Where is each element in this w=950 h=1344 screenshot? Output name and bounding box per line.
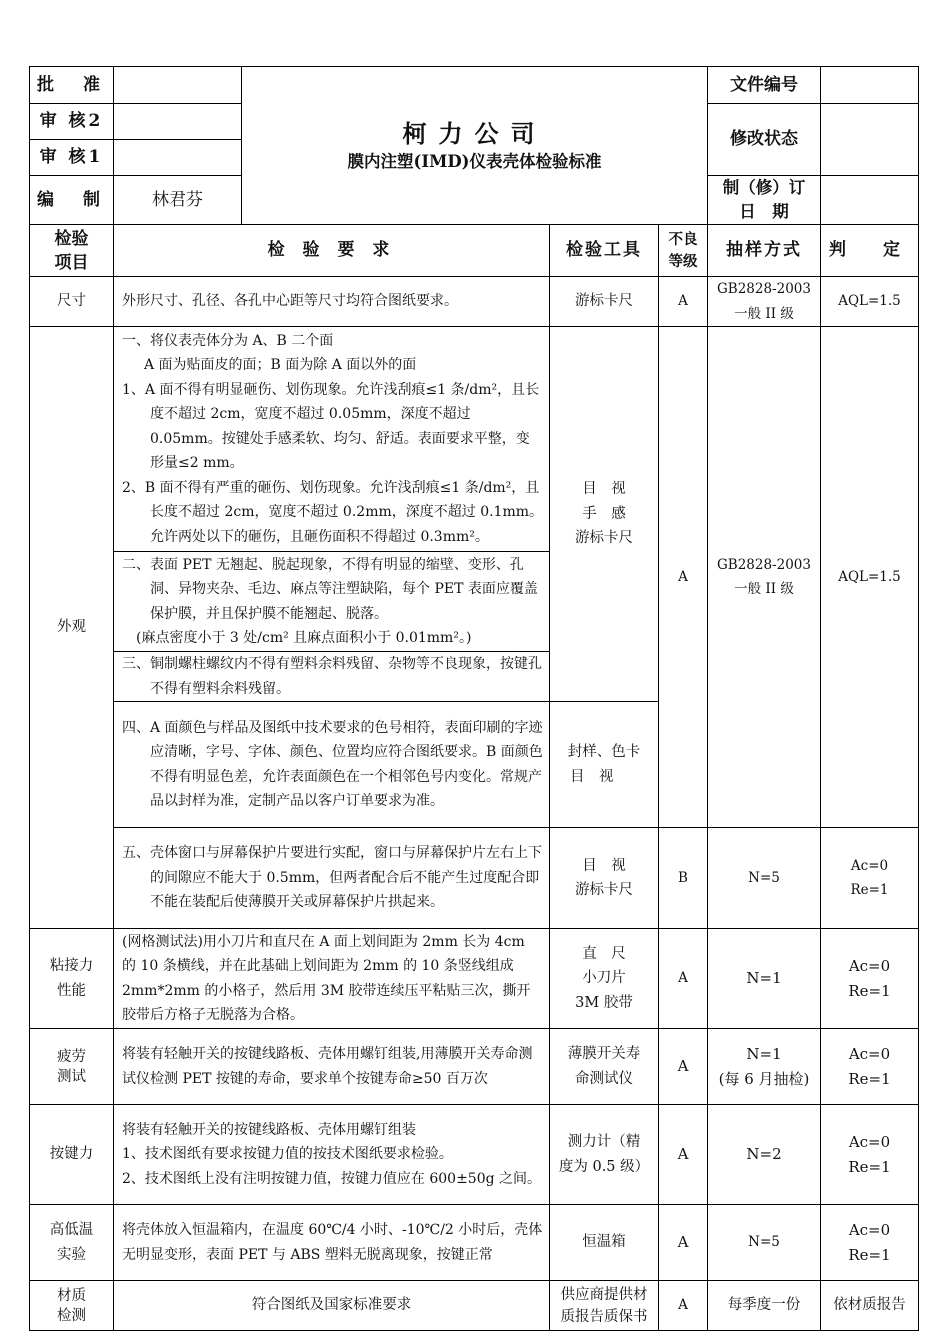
temp-item (30, 1205, 114, 1281)
keyforce-sampling: N=2 (708, 1105, 821, 1205)
appearance-sampling-2: 一般 II 级 (734, 581, 794, 597)
appearance-judge-c (821, 828, 919, 929)
col-sampling-header: 抽样方式 (708, 225, 821, 277)
appearance-tool-c (550, 828, 659, 929)
appearance-req-4-line: 四、A 面颜色与样品及图纸中技术要求的色号相符，表面印刷的字迹应清晰，字号、字体、颜色、位置均应符合图纸要求。B 面颜色不得有明显色差，允许表面颜色在一个相邻色号内变化。常规产品以封样为准，定制产品以客户订单要求为准。 (122, 719, 543, 809)
material-tool-2: 质报告质保书 (560, 1308, 648, 1325)
document-title: 膜内注塑(IMD)仪表壳体检验标准 (347, 151, 602, 171)
material-requirement: 符合图纸及国家标准要求 (114, 1281, 550, 1331)
appearance-req-4 (114, 702, 550, 828)
approve-value (114, 67, 242, 104)
appearance-judge-c-1: Ac=0 (850, 857, 889, 874)
document-title-block (242, 67, 708, 225)
fatigue-sampling-2: (每 6 月抽检) (718, 1069, 810, 1088)
appearance-tool-a-2: 手 感 (582, 505, 626, 522)
size-grade: A (659, 277, 708, 327)
fatigue-item-1: 疲劳 (57, 1048, 86, 1065)
keyforce-req-line: 1、技术图纸有要求按键力值的按技术图纸要求检验。 (122, 1146, 453, 1163)
appearance-judge-c-2: Re=1 (850, 882, 889, 898)
appearance-tool-c-2: 游标卡尺 (575, 882, 633, 898)
size-requirement: 外形尺寸、孔径、各孔中心距等尺寸均符合图纸要求。 (114, 277, 550, 327)
appearance-tool-b-1: 封样、色卡 (567, 744, 641, 760)
revision-status-value (821, 104, 919, 176)
fatigue-judge-1: Ac=0 (848, 1045, 891, 1063)
fatigue-grade: A (659, 1029, 708, 1105)
temp-requirement: 将壳体放入恒温箱内，在温度 60℃/4 小时、-10℃/2 小时后，壳体无明显变形，表面 PET 与 ABS 塑料无脱离现象，按键正常 (114, 1205, 550, 1281)
adhesion-tool-2: 小刀片 (582, 970, 626, 987)
prepared-by: 林君芬 (114, 176, 242, 225)
appearance-req-1-line: A 面为贴面皮的面；B 面为除 A 面以外的面 (144, 357, 417, 374)
appearance-tool-a-1: 目 视 (582, 481, 626, 498)
revision-date-value (821, 176, 919, 225)
adhesion-item-2: 性能 (57, 982, 86, 999)
fatigue-sampling (708, 1029, 821, 1105)
revision-date-label-2: 日 期 (739, 202, 789, 221)
fatigue-judge-2: Re=1 (848, 1069, 891, 1088)
temp-grade: A (659, 1205, 708, 1281)
temp-sampling: N=5 (708, 1205, 821, 1281)
adhesion-item-1: 粘接力 (49, 958, 94, 974)
size-item: 尺寸 (30, 277, 114, 327)
col-judge-header: 判 定 (821, 225, 919, 277)
size-tool: 游标卡尺 (550, 277, 659, 327)
material-judge: 依材质报告 (821, 1281, 919, 1331)
col-grade-header-2: 等级 (668, 252, 698, 270)
appearance-tool-c-1: 目 视 (582, 857, 626, 874)
appearance-req-5-line: 五、壳体窗口与屏幕保护片要进行实配，窗口与屏幕保护片左右上下的间隙应不能大于 0.5mm，但两者配合后不能产生过度配合即不能在装配后使薄膜开关或屏幕保护片拱起来。 (122, 845, 542, 911)
adhesion-requirement: (网格测试法)用小刀片和直尺在 A 面上划间距为 2mm 长为 4cm 的 10 条横线，并在此基础上划间距为 2mm 的 10 条竖线组成 2mm*2mm 的小格子，然后用 3M 胶带连续压平粘贴三次，撕开胶带后方格子无脱落为合格。 (114, 929, 550, 1029)
appearance-req-2-line: (麻点密度小于 3 处/cm² 且麻点面积小于 0.01mm²。) (136, 630, 472, 646)
table-row (30, 828, 919, 929)
table-row (30, 929, 919, 1029)
appearance-item: 外观 (30, 327, 114, 929)
table-row (30, 277, 919, 327)
keyforce-judge (821, 1105, 919, 1205)
fatigue-tool (550, 1029, 659, 1105)
appearance-sampling (708, 327, 821, 828)
appearance-req-1-line: 1、A 面不得有明显砸伤、划伤现象。允许浅刮痕≤1 条/dm²，且长度不超过 2cm，宽度不超过 0.05mm，深度不超过 0.05mm。按键处手感柔软、均匀、舒适。表面要求平整，变形量≤2 mm。 (122, 381, 540, 472)
temp-item-1: 高低温 (49, 1222, 94, 1238)
adhesion-judge (821, 929, 919, 1029)
material-sampling: 每季度一份 (708, 1281, 821, 1331)
revision-date-label (708, 176, 821, 225)
keyforce-tool-2: 度为 0.5 级） (558, 1158, 650, 1175)
review1-value (114, 140, 242, 176)
appearance-req-3-line: 三、铜制螺柱螺纹内不得有塑料余料残留、杂物等不良现象，按键孔不得有塑料余料残留。 (122, 656, 542, 697)
material-item (30, 1281, 114, 1331)
fatigue-item-2: 测试 (57, 1068, 86, 1085)
size-sampling-1: GB2828-2003 (717, 281, 811, 297)
keyforce-req-line: 将装有轻触开关的按键线路板、壳体用螺钉组装 (122, 1121, 416, 1138)
material-tool-1: 供应商提供材 (560, 1286, 648, 1303)
material-item-2: 检测 (57, 1307, 86, 1324)
temp-item-2: 实验 (57, 1246, 86, 1263)
adhesion-judge-1: Ac=0 (848, 957, 891, 975)
col-item-header-2: 项目 (54, 252, 89, 273)
keyforce-tool (550, 1105, 659, 1205)
column-header-row (30, 225, 919, 277)
appearance-req-1 (114, 327, 550, 552)
keyforce-judge-2: Re=1 (848, 1157, 891, 1176)
table-row (30, 1281, 919, 1331)
company-name: 柯力公司 (402, 118, 547, 148)
appearance-sampling-c: N=5 (708, 828, 821, 929)
temp-tool: 恒温箱 (550, 1205, 659, 1281)
keyforce-grade: A (659, 1105, 708, 1205)
table-row (30, 1029, 919, 1105)
file-number-label: 文件编号 (708, 67, 821, 104)
appearance-tool-b (550, 702, 659, 828)
adhesion-sampling: N=1 (708, 929, 821, 1029)
fatigue-sampling-1: N=1 (746, 1045, 782, 1063)
review2-value (114, 104, 242, 140)
col-requirement-header: 检 验 要 求 (114, 225, 550, 277)
adhesion-tool-3: 3M 胶带 (575, 994, 633, 1011)
fatigue-tool-1: 薄膜开关寿 (567, 1046, 641, 1062)
keyforce-judge-1: Ac=0 (848, 1133, 891, 1151)
col-grade-header (659, 225, 708, 277)
appearance-req-1-line: 一、将仪表壳体分为 A、B 二个面 (122, 332, 334, 349)
table-row (30, 1205, 919, 1281)
appearance-req-5 (114, 828, 550, 929)
fatigue-item (30, 1029, 114, 1105)
inspection-table (29, 224, 919, 1331)
adhesion-tool (550, 929, 659, 1029)
keyforce-item: 按键力 (30, 1105, 114, 1205)
review1-label: 审 核1 (30, 140, 114, 176)
material-item-1: 材质 (57, 1287, 86, 1304)
col-tool-header: 检验工具 (550, 225, 659, 277)
size-sampling-2: 一般 II 级 (734, 305, 794, 322)
adhesion-grade: A (659, 929, 708, 1029)
fatigue-requirement: 将装有轻触开关的按键线路板、壳体用螺钉组装,用薄膜开关寿命测试仪检测 PET 按键的寿命，要求单个按键寿命≥50 百万次 (114, 1029, 550, 1105)
appearance-req-3 (114, 652, 550, 702)
size-sampling (708, 277, 821, 327)
appearance-tool-a (550, 327, 659, 702)
appearance-req-1-line: 2、B 面不得有严重的砸伤、划伤现象。允许浅刮痕≤1 条/dm²，且长度不超过 2cm，宽度不超过 0.2mm，深度不超过 0.1mm。允许两处以下的砸伤，且砸伤面积不得超过 0.3mm²。 (122, 479, 544, 545)
keyforce-tool-1: 测力计（精 (567, 1134, 641, 1150)
temp-judge-1: Ac=0 (848, 1221, 891, 1239)
header-table (29, 66, 919, 225)
adhesion-tool-1: 直 尺 (582, 945, 626, 962)
appearance-tool-b-2: 目 视 (570, 768, 614, 785)
prepared-label: 编 制 (30, 176, 114, 225)
col-item-header (30, 225, 114, 277)
appearance-grade-c: B (659, 828, 708, 929)
appearance-tool-a-3: 游标卡尺 (575, 530, 633, 547)
appearance-judge: AQL=1.5 (821, 327, 919, 828)
revision-status-label: 修改状态 (708, 104, 821, 176)
appearance-grade: A (659, 327, 708, 828)
col-item-header-1: 检验 (54, 228, 89, 249)
material-tool (550, 1281, 659, 1331)
fatigue-tool-2: 命测试仪 (575, 1070, 633, 1087)
fatigue-judge (821, 1029, 919, 1105)
keyforce-requirement (114, 1105, 550, 1205)
appearance-req-2-line: 二、表面 PET 无翘起、脱起现象，不得有明显的缩壁、变形、孔洞、异物夹杂、毛边、麻点等注塑缺陷，每个 PET 表面应覆盖保护膜，并且保护膜不能翘起、脱落。 (122, 556, 538, 622)
temp-judge-2: Re=1 (848, 1245, 891, 1264)
col-grade-header-1: 不良 (668, 230, 698, 248)
inspection-standard-document (29, 66, 918, 1331)
table-row (30, 1105, 919, 1205)
temp-judge (821, 1205, 919, 1281)
table-row (30, 327, 919, 552)
review2-label: 审 核2 (30, 104, 114, 140)
keyforce-req-line: 2、技术图纸上没有注明按键力值，按键力值应在 600±50g 之间。 (122, 1170, 542, 1187)
revision-date-label-1: 制（修）订 (722, 178, 806, 197)
appearance-req-2 (114, 552, 550, 652)
appearance-sampling-1: GB2828-2003 (717, 556, 811, 573)
file-number-value (821, 67, 919, 104)
adhesion-item (30, 929, 114, 1029)
material-grade: A (659, 1281, 708, 1331)
adhesion-judge-2: Re=1 (848, 981, 891, 1000)
size-judge: AQL=1.5 (821, 277, 919, 327)
approve-label: 批 准 (30, 67, 114, 104)
